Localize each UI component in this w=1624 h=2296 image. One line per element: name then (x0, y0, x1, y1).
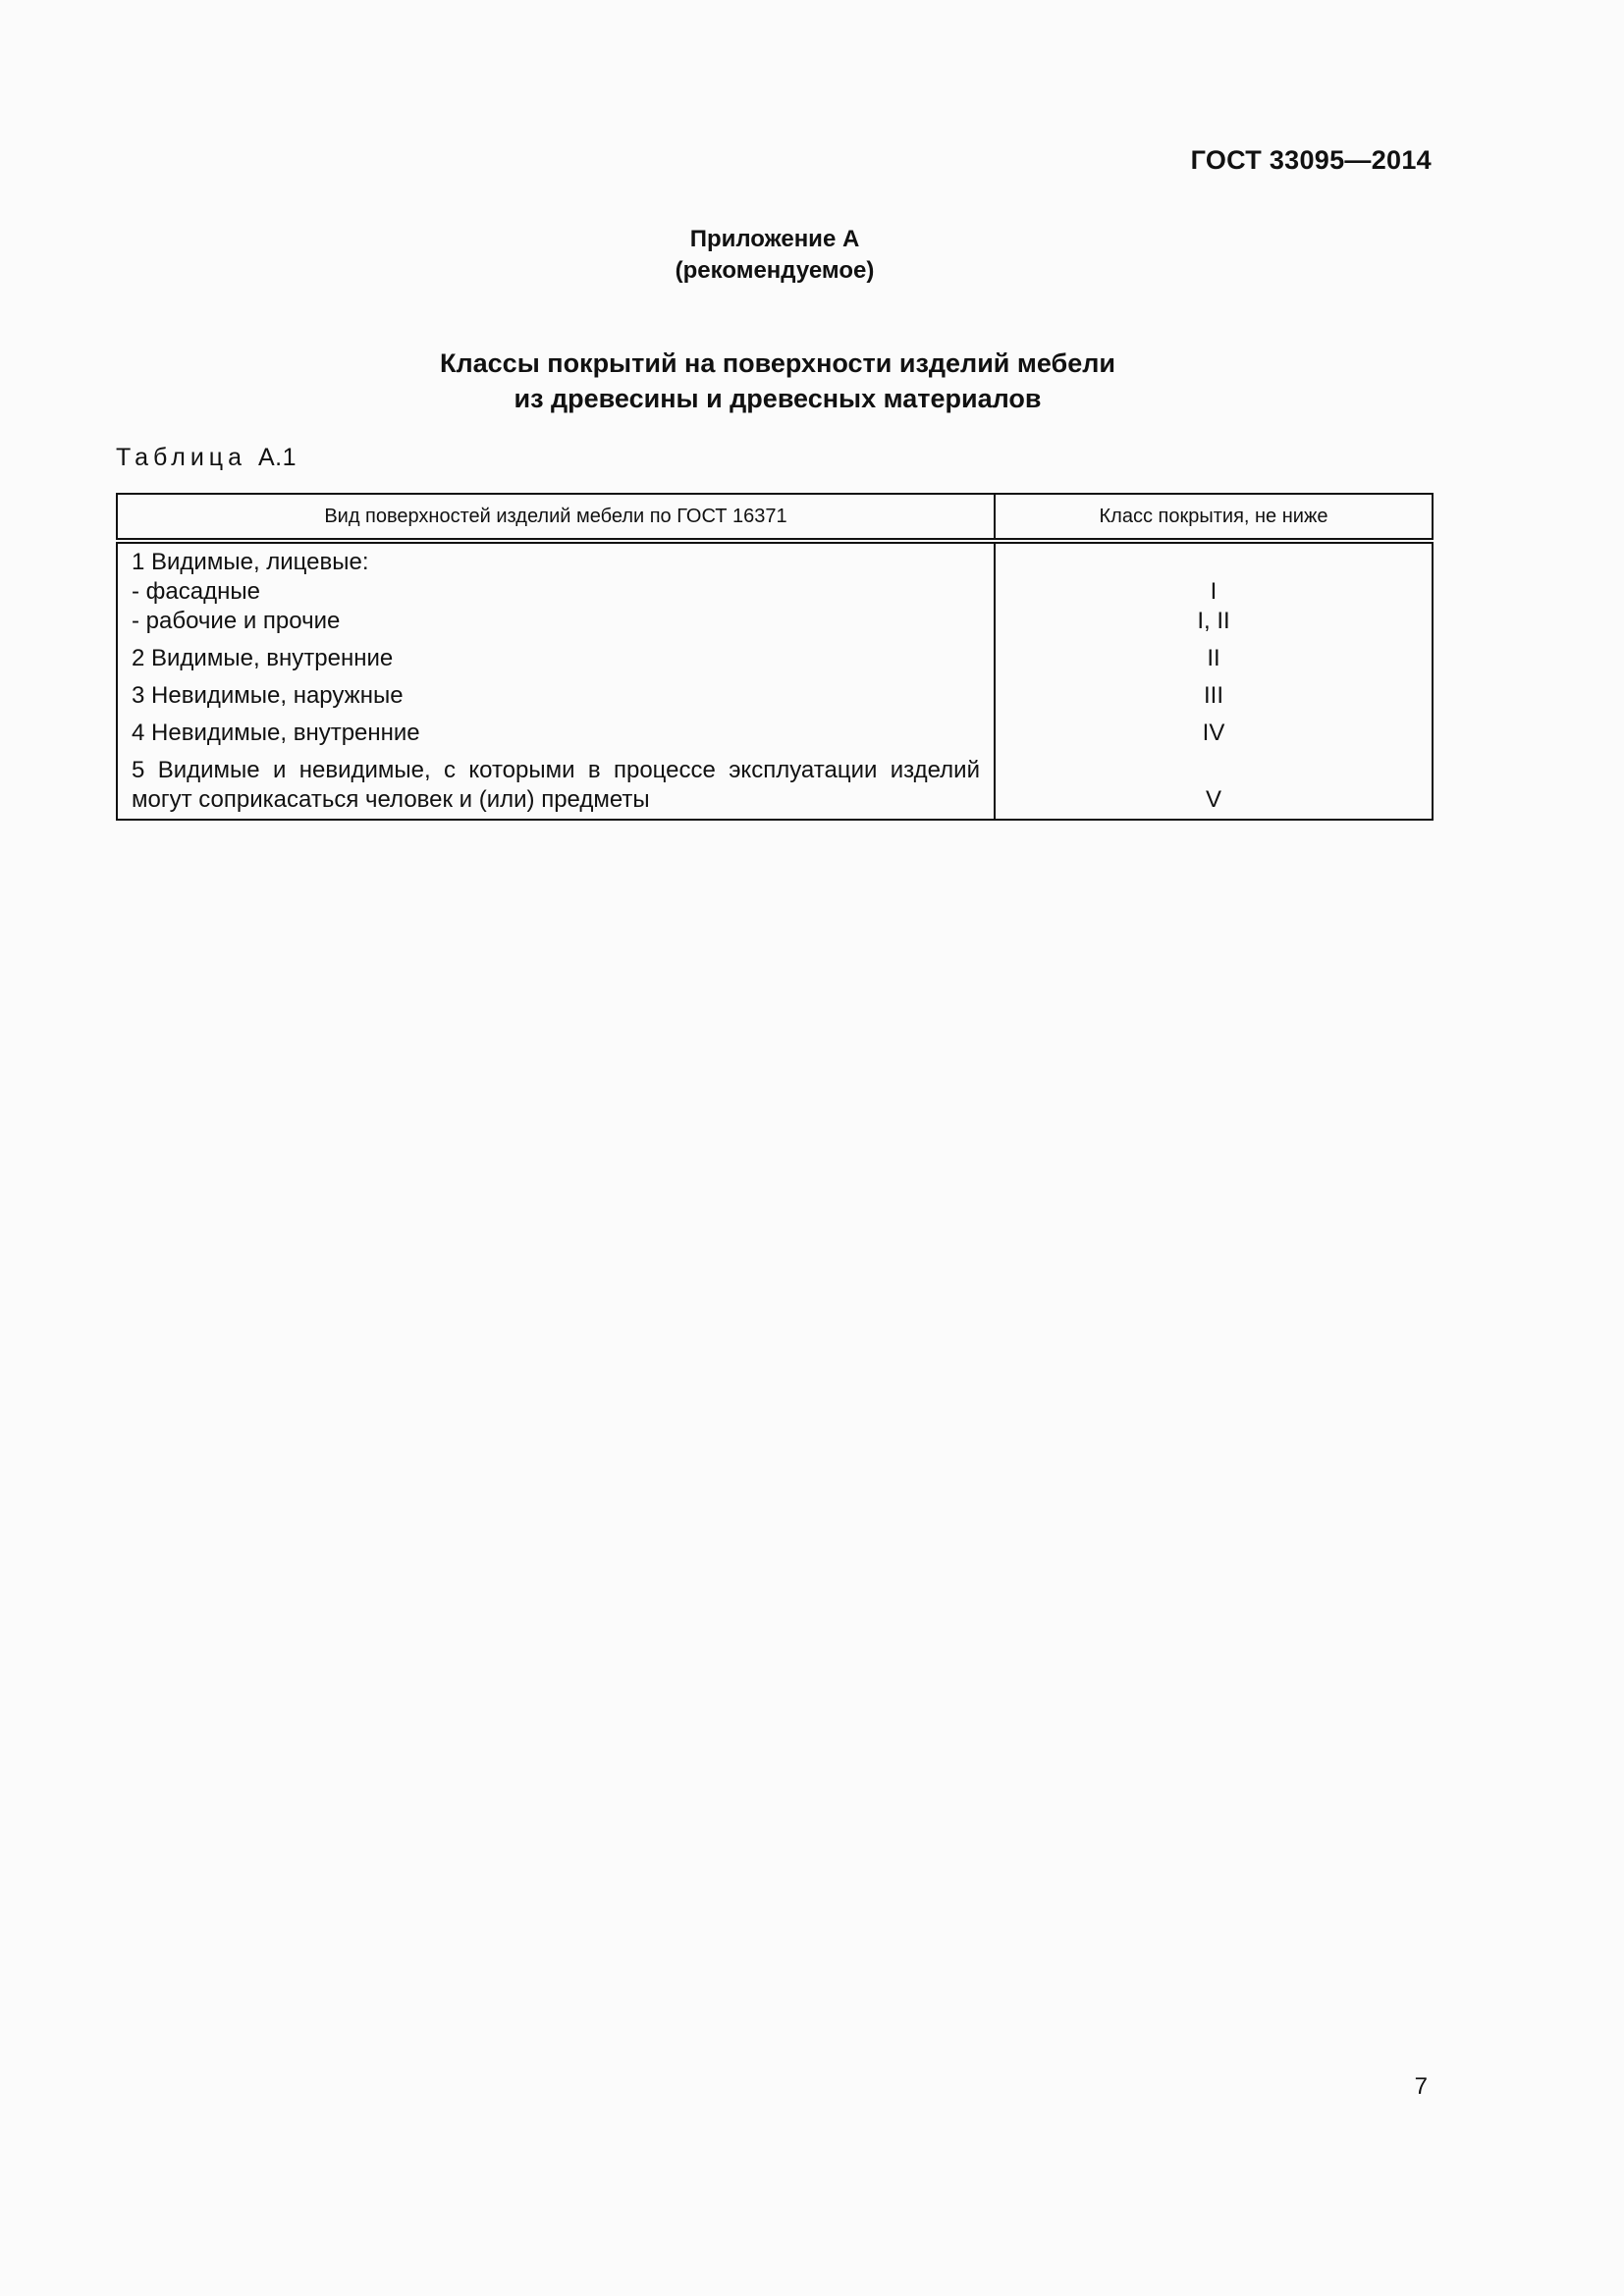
title-line-2: из древесины и древесных материалов (514, 384, 1042, 413)
cell-line: I, II (1197, 608, 1230, 634)
table-caption (116, 444, 297, 472)
appendix-status: (рекомендуемое) (675, 257, 875, 284)
surface-type-cell: 3 Невидимые, наружные (117, 677, 995, 715)
coating-class-cell (995, 541, 1433, 640)
table-row (117, 541, 1433, 640)
table-header-row (117, 494, 1433, 541)
coating-class-cell: IV (995, 715, 1433, 752)
surface-type-cell: 5 Видимые и невидимые, с которыми в процессе эксплуатации изделий могут соприкасаться человек и (или) предметы (117, 752, 995, 820)
table-row (117, 715, 1433, 752)
title-line-1: Классы покрытий на поверхности изделий мебели (440, 348, 1115, 378)
appendix-label: Приложение А (689, 226, 860, 252)
table-row (117, 677, 1433, 715)
header-surface-type: Вид поверхностей изделий мебели по ГОСТ 16371 (117, 494, 995, 541)
coating-class-cell: II (995, 640, 1433, 677)
appendix-heading (0, 224, 1549, 287)
surface-type-cell: 4 Невидимые, внутренние (117, 715, 995, 752)
cell-line: - рабочие и прочие (132, 608, 341, 634)
surface-type-cell: 2 Видимые, внутренние (117, 640, 995, 677)
table-caption-number: А.1 (257, 444, 298, 471)
coating-classes-table (116, 493, 1434, 821)
coating-class-cell: III (995, 677, 1433, 715)
table-caption-word: Таблица (116, 444, 247, 471)
table-row (117, 640, 1433, 677)
cell-line: - фасадные (132, 578, 260, 605)
page-title (0, 346, 1555, 416)
cell-line: I (1210, 578, 1218, 605)
cell-line: 1 Видимые, лицевые: (132, 549, 369, 575)
cell-line (1009, 548, 1418, 577)
page-number: 7 (1414, 2073, 1428, 2100)
surface-type-cell (117, 541, 995, 640)
document-number: ГОСТ 33095—2014 (1190, 145, 1432, 175)
coating-class-cell: V (995, 752, 1433, 820)
table-row (117, 752, 1433, 820)
header-coating-class: Класс покрытия, не ниже (995, 494, 1433, 541)
